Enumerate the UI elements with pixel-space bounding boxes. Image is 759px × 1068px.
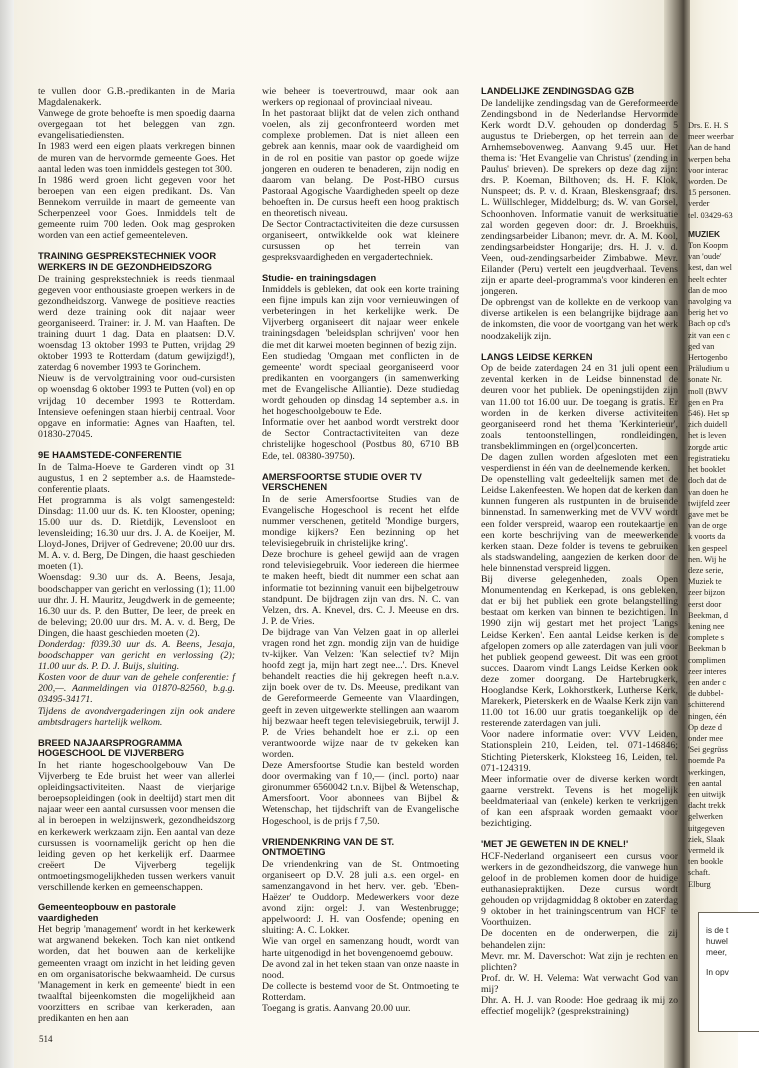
facing-page-line: 'Sei gegrüss	[688, 745, 728, 755]
facing-page-line: meer weerbar	[688, 132, 734, 142]
facing-page-line: van doen he	[688, 487, 729, 497]
facing-page-line: werpen beha	[688, 154, 731, 164]
paragraph: De bijdrage van Van Velzen gaat in op allerlei vragen rond het zgn. mondig zijn van de huidige tv-kijker. Van Velzen: 'Kan selectief tv? Mijn hoofd zegt ja, mijn hart zegt nee...'. Drs. Knevel behandelt reacties die hij gekregen heeft n.a.v. zijn boek over de tv. Ds. Meeuse, predikant van de Gereformeerde Gemeente van Vlaardingen, geeft in zeven uitgewerkte stellingen aan waarom hij bezwaar heeft tegen televisiegebruik, terwijl J. P. de Vries behandelt hoe er z.i. op een verantwoorde wijze naar de tv gekeken kan worden.	[262, 626, 459, 760]
facing-page-line: sonate Nr.	[688, 375, 722, 385]
facing-page-line: werkingen,	[688, 767, 726, 777]
facing-page-line: complimen	[688, 655, 726, 665]
heading-haamstede: 9E HAAMSTEDE-CONFERENTIE	[38, 448, 182, 460]
paragraph: Op de beide zaterdagen 24 en 31 juli opent een zevental kerken in de Leidse binnenstad de deuren voor het publiek. De openingstijden zijn van 11.00 tot 16.00 uur. De toegang is gratis. Er worden in de kerken diverse activiteiten georganiseerd rond het thema 'Kerkinterieur', zoals tentoonstellingen, rondleidingen, transbeklimmingen en (orgel)concerten.	[481, 363, 678, 452]
facing-page-line: schaft.	[688, 868, 711, 878]
facing-page-line: ziek, Slaak	[688, 834, 725, 844]
facing-page-line: zich duidell	[688, 420, 728, 430]
paragraph: Het begrip 'management' wordt in het kerkewerk wat argwanend bekeken. Toch kan niet ontkend worden, dat het bouwen aan de kerkelijke gemeenten vraagt om inzicht in het leiding geven en om organisatorische bekwaamheid. De cursus 'Management in kerk en gemeente' biedt in een twaalftal bijeenkomsten die mogelijkheid aan voorzitters en scribae van kerkeraden, aan predikanten en hen aan	[38, 924, 235, 1024]
paragraph: Prof. dr. W. H. Velema: Wat verwacht God van mij?	[481, 972, 678, 995]
paragraph: Een studiedag 'Omgaan met conflicten in de gemeente' wordt speciaal georganiseerd voor predikanten en voorgangers (in samenwerking met de Evangelische Alliantie). Deze studiedag wordt gehouden op dinsdag 14 september a.s. in het hogeschoolgebouw te Ede.	[262, 350, 459, 418]
paragraph: De opbrengst van de kollekte en de verkoop van diverse artikelen is een belangrijke bijdrage aan de inkomsten, die voor de voortgang van het werk noodzakelijk zijn.	[481, 297, 678, 342]
facing-page-line: Hertogenbo	[688, 353, 728, 363]
column-1	[38, 86, 235, 1026]
facing-page-line: vermeld ik	[688, 846, 725, 855]
facing-page-lines-a	[688, 120, 740, 221]
facing-page-line: uitgegeven	[688, 823, 725, 833]
facing-page-line: een ander c	[688, 677, 727, 687]
facing-page-line: dacht trekk	[688, 801, 726, 811]
paragraph: Vanwege de grote behoefte is men spoedig daarna overgegaan tot het beleggen van zgn. evangelisatiediensten.	[38, 108, 235, 142]
facing-page-line: ningen, één	[688, 711, 727, 721]
facing-page-line: van de orge	[688, 521, 727, 531]
facing-page-line: het booklet	[688, 465, 726, 475]
paragraph: De Sector Contractactiviteiten die deze cursussen organiseert, ontwikkelde ook wat kleinere cursussen op het terrein van gespreksvaardigheden en vergadertechniek.	[262, 219, 459, 264]
facing-page-line: heelt echter	[688, 274, 727, 284]
paragraph: De openstelling valt gedeeltelijk samen met de Leidse Lakenfeesten. We hopen dat de kerken dan kunnen fungeren als rustpunten in de bruisende binnenstad. In samenwerking met de VVV wordt een folder verspreid, waarop een routekaartje en een korte beschrijving van de meewerkende kerken staan. Deze folder is tevens te gebruiken als stadswandeling, aangezien de kerken door de hele binnenstad verspreid liggen.	[481, 474, 678, 574]
facing-page-line: kening nee	[688, 621, 725, 631]
facing-page-line: verder	[688, 199, 710, 209]
facing-page-line: dan de moo	[688, 285, 728, 295]
paragraph: Toegang is gratis. Aanvang 20.00 uur.	[262, 1003, 411, 1014]
facing-page-line: voor interac	[688, 165, 729, 175]
heading-vriendenkring: VRIENDENKRING VAN DE ST. ONTMOETING	[262, 835, 395, 858]
column-3	[481, 86, 678, 1026]
facing-page-line: nen. Wij he	[688, 554, 727, 564]
facing-page-line: doch dat de	[688, 476, 727, 486]
heading-geweten-knel: 'MET JE GEWETEN IN DE KNEL!'	[481, 838, 629, 850]
facing-page-line: Präludium u	[688, 364, 730, 374]
facing-page-line: deze serie,	[688, 565, 724, 575]
facing-page-line: Muziek te	[688, 577, 722, 587]
paragraph: In de serie Amersfoortse Studies van de Evangelische Hogeschool is recent het elfde nummer verschenen, getiteld 'Mondige burgers, mondige kijkers? Een bezinning op het televisiegebruik in christelijke kring'.	[262, 493, 459, 550]
facing-page-line: twijfeld zeer	[688, 498, 731, 508]
paragraph: Meer informatie over de diverse kerken wordt gaarne verstrekt. Tevens is het mogelijk beeldmateriaal van (enkele) kerken te verkrijgen of kan een afspraak worden gemaakt voor bezichtiging.	[481, 773, 678, 830]
heading-leidse-kerken: LANGS LEIDSE KERKEN	[481, 350, 593, 362]
facing-page-heading: MUZIEK	[688, 228, 721, 239]
facing-page-line: onder mee	[688, 733, 724, 743]
paragraph: Donderdag: f039.30 uur ds. A. Beens, Jesaja, boodschapper van gericht en verlossing (2); 11.00 uur ds. P. D. J. Buijs, sluiting.	[38, 639, 235, 673]
paragraph: In het pastoraat blijkt dat de velen zich onthand voelen, als zij geconfronteerd worden met complexe problemen. Dat is niet alleen een gebrek aan kennis, maar ook de vaardigheid om in de rol en positie van pastor op goede wijze jongeren en ouderen te benaderen, zijn nodig en daarom van belang. De Post-HBO cursus Pastoraal Agogische Vaardigheden speelt op deze behoeften in. De cursus heeft een hoog praktisch en theoretisch niveau.	[262, 108, 459, 220]
paragraph: De training gesprekstechniek is reeds tienmaal gegeven voor enthousiaste groepen werkers in de gezondheidszorg. Vanwege de positieve reacties werd deze training ook dit najaar weer georganiseerd. Trainer: ir. J. M. van Haaften. De training duurt 1 dag. Data en plaatsen: D.V. woensdag 13 oktober 1993 te Putten, vrijdag 29 oktober 1993 te Rotterdam (datum gewijzigd!), zaterdag 6 november 1993 te Gorinchem.	[38, 273, 235, 374]
paragraph: wie beheer is toevertrouwd, maar ook aan werkers op regionaal of provinciaal niveau.	[262, 86, 459, 109]
facing-page-line: het is leven	[688, 431, 727, 441]
column-2	[262, 86, 459, 1026]
paragraph: HCF-Nederland organiseert een cursus voor werkers in de gezondheidszorg, die vanwege hun geloof in de problemen komen door de huidige euthanasiepraktijken. Deze cursus wordt gehouden op vrijdagmiddag 8 oktober en zaterdag 9 oktober in het trainingscentrum van HCF te Voorthuizen.	[481, 850, 678, 929]
facing-page-line: een uitwijk	[688, 789, 726, 799]
heading-zendingsdag: LANDELIJKE ZENDINGSDAG GZB	[481, 85, 635, 96]
facing-page-line: schitterend	[688, 700, 725, 710]
facing-page-line: gen en Pra	[688, 397, 724, 407]
paragraph: Bij diverse gelegenheden, zoals Open Monumentendag en Kerkepad, is ons gebleken, dat er bij het publiek een grote belangstelling bestaat om kerken van binnen te bezichtigen. In 1990 zijn wij gestart met het project 'Langs Leidse Kerken'. Een aantal Leidse kerken is de afgelopen zomers op alle zaterdagen van juli voor het publiek geopend geweest. Dit was een groot succes. Daarom vindt Langs Leidse Kerken ook deze zomer doorgang. De Hartebrugkerk, Hooglandse Kerk, Lokhorstkerk, Lutherse Kerk, Marekerk, Pieterskerk en de Waalse Kerk zijn van 11.00 tot 16.00 uur gratis toegankelijk op de resterende zaterdagen van juli.	[481, 574, 678, 730]
facing-page-line: complete s	[688, 633, 725, 643]
paragraph: In de Talma-Hoeve te Garderen vindt op 31 augustus, 1 en 2 september a.s. de Haamstede-conferentie plaats.	[38, 461, 235, 495]
facing-page-line: eerst door	[688, 599, 722, 609]
paragraph: Inmiddels is gebleken, dat ook een korte training een fijne impuls kan zijn voor vernieuwingen of verbeteringen in het kerkelijke werk. De Vijverberg organiseert dit najaar weer enkele trainingsdagen 'beleidsplan schrijven' voor hen die met dit karwei moeten beginnen of bezig zijn.	[262, 284, 459, 351]
paragraph: In 1986 werd groen licht gegeven voor het beroepen van een eigen predikant. Ds. Van Bennekom verruilde in maart de gemeente van Scherpenzeel voor Goes. Inmiddels telt de gemeente ruim 700 leden. Ook mag gesproken worden van een actief gemeenteleven.	[38, 174, 235, 242]
facing-page-line: ged van	[688, 341, 715, 351]
facing-page-line: zit van een c	[688, 330, 731, 340]
facing-page-line: van 'oude'	[688, 252, 722, 262]
facing-page-line: Beekman b	[688, 644, 726, 654]
heading-studiedagen: Studie- en trainingsdagen	[262, 272, 377, 283]
facing-page-line: noemde Pa	[688, 756, 725, 766]
paragraph: te vullen door G.B.-predikanten in de Maria Magdalenakerk.	[38, 86, 235, 109]
paragraph: De dagen zullen worden afgesloten met een vesperdienst in één van de deelnemende kerken.	[481, 452, 678, 475]
facing-page-line: k voorts da	[688, 532, 726, 542]
facing-page-line: tel. 03429-63	[688, 210, 733, 220]
facing-page-line: ken gespeel	[688, 543, 728, 553]
paragraph: In 1983 werd een eigen plaats verkregen binnen de muren van de hervormde gemeente Goes. Het aantal leden was toen inmiddels gestegen tot 300.	[38, 141, 235, 175]
facing-page-text	[688, 120, 740, 889]
heading-gemeenteopbouw: Gemeenteopbouw en pastorale vaardigheden	[38, 902, 176, 923]
paragraph: Voor nadere informatie over: VVV Leiden, Stationsplein 210, Leiden, tel. 071-146846; Stichting Pieterskerk, Kloksteeg 16, Leiden, tel. 071-124319.	[481, 729, 678, 774]
page-number: 514	[39, 1034, 53, 1044]
facing-page-line: registratieku	[688, 453, 730, 463]
facing-page-line: gelwerken	[688, 812, 723, 822]
facing-page-box	[698, 912, 759, 1032]
facing-page-line: een aantal	[688, 778, 722, 788]
facing-page-line: ten bookle	[688, 857, 724, 867]
paragraph: De landelijke zendingsdag van de Gereformeerde Zendingsbond in de Nederlandse Hervormde Kerk wordt D.V. gehouden op donderdag 5 augustus te Driebergen, op het terrein aan de Arnhemsebovenweg. Aanvang 9.45 uur. Het thema is: 'Het Evangelie van Christus' (zending in Paulus' brieven). De sprekers op deze dag zijn: drs. P. Koeman, Bilthoven; ds. H. F. Klok, Nunspeet; ds. P. v. d. Kraan, Bleskensgraaf; drs. L. Wüllschleger, Middelburg; ds. W. van Gorsel, Schoonhoven. Informatie vanuit de werksituatie zal worden gegeven door: dr. J. Broekhuis, zendingsarbeider Libanon; mevr. dr. A. M. Kool, zendingsarbeidster Hongarije; drs. H. J. v. d. Veen, oud-zendingsarbeider Zimbabwe. Mevr. Eilander (Peru) vertelt een jeugdverhaal. Tevens zijn er aparte deel-programma's voor kinderen en jongeren.	[481, 97, 678, 298]
facing-page-line: Bach op cd's	[688, 319, 731, 329]
paragraph: Nieuw is de vervolgtraining voor oud-cursisten op woensdag 6 oktober 1993 te Putten (vol) en op vrijdag 10 december 1993 te Rotterdam. Intensieve oefeningen staan hierbij centraal. Voor opgave en informatie: Agnes van Haaften, tel. 01830-27045.	[38, 373, 235, 440]
paragraph: Dhr. A. H. J. van Roode: Hoe gedraag ik mij zo effectief mogelijk? (gesprekstraining)	[481, 995, 678, 1018]
facing-page-lines-b	[688, 240, 740, 890]
facing-page-line: navolging va	[688, 297, 732, 307]
facing-page-line: gave met be	[688, 509, 729, 519]
paragraph: Kosten voor de duur van de gehele conferentie: f 200,—. Aanmeldingen via 01870-82560, b.g.g. 03495-34171.	[38, 672, 235, 706]
facing-page-line: 546). Het sp	[688, 409, 730, 419]
paragraph: De docenten en de onderwerpen, die zij behandelen zijn:	[481, 928, 678, 951]
facing-page-line: kest, dan wel	[688, 263, 732, 273]
heading-amersfoortse-studie: AMERSFOORTSE STUDIE OVER TV VERSCHENEN	[262, 470, 422, 493]
paragraph: De vriendenkring van de St. Ontmoeting organiseert op D.V. 28 juli a.s. een orgel- en samenzangavond in het herv. ver. geb. 'Eben-Haëzer' te Ouddorp. Medewerkers voor deze avond zijn: orgel: J. van Westenbrugge; appelwoord: J. H. van Oosfende; opening en sluiting: A. C. Lokker.	[262, 858, 459, 937]
paragraph: Deze brochure is geheel gewijd aan de vragen rond televisiegebruik. Voor iedereen die hiermee te maken heeft, biedt dit nummer een schat aan informatie tot bezinning vanuit een bijbelgetrouw standpunt. De bijdragen zijn van drs. N. C. van Velzen, drs. A. Knevel, drs. C. J. Meeuse en drs. J. P. de Vries.	[262, 549, 459, 627]
paragraph: Informatie over het aanbod wordt verstrekt door de Sector Contractactiviteiten van deze christelijke hogeschool (Postbus 80, 6710 BB Ede, tel. 08380-39750).	[262, 417, 459, 462]
paragraph: Deze Amersfoortse Studie kan besteld worden door overmaking van f 10,— (incl. porto) naar gironummer 6560042 t.n.v. Bijbel & Wetenschap, Amersfoort. Voor abonnees van Bijbel & Wetenschap, het tijdschrift van de Evangelische Hogeschool, is de prijs f 7,50.	[262, 760, 459, 827]
heading-najaarsprogramma: BREED NAJAARSPROGRAMMA HOGESCHOOL DE VIJVERBERG	[38, 736, 185, 759]
box-line: is de t	[706, 925, 729, 935]
paragraph: Het programma is als volgt samengesteld: Dinsdag: 11.00 uur ds. K. ten Klooster, opening; 15.00 uur ds. D. Rietdijk, Levensloot en levensleiding; 16.30 uur drs. J. A. de Koeijer, M. Lloyd-Jones, Drijver of Gedrevene; 20.00 uur drs. M. A. v. d. Berg, De Dingen, die haast geschieden moeten (1).	[38, 494, 235, 573]
facing-page-line: zorgde artic	[688, 442, 728, 452]
facing-page-line: Drs. E. H. S	[688, 121, 729, 130]
facing-page-line: worden. De	[688, 177, 728, 187]
facing-page-line: Elburg	[688, 879, 711, 889]
paragraph: Mevr. mr. M. Daverschot: Wat zijn je rechten en plichten?	[481, 950, 678, 973]
paragraph: Woensdag: 9.30 uur ds. A. Beens, Jesaja, boodschapper van gericht en verlossing (1); 11.00 uur dhr. J. H. Mauritz, Jeugdwerk in de gemeente; 16.30 uur ds. P. den Butter, De leer, de preek en de beleving; 20.00 uur drs. M. A. v. d. Berg, De Dingen, die haast geschieden moeten (2).	[38, 572, 235, 639]
facing-page-line: zeer bijzon	[688, 588, 725, 598]
facing-page-line: Ton Koopm	[688, 241, 729, 251]
facing-page-line: Op deze d	[688, 722, 722, 732]
paragraph: De collecte is bestemd voor de St. Ontmoeting te Rotterdam.	[262, 980, 459, 1003]
box-line: huwel	[706, 936, 728, 946]
paragraph: In het riante hogeschoolgebouw Van De Vijverberg te Ede bruist het weer van allerlei opleidingsactiviteiten. Naast de vierjarige beroepsopleidingen (ook in deeltijd) start men dit najaar weer een aantal cursussen voor mensen die al in beroepen in welzijnswerk, gezondheidszorg en kerkewerk werkzaam zijn. Een aantal van deze cursussen is voornamelijk gericht op hen die leiding geven op het kerkelijk erf. Daarmee creëert De Vijverberg tegelijk ontmoetingsmogelijkheden tussen werkers vanuit verschillende kerken en gemeenschappen.	[38, 759, 235, 893]
facing-page-line: Aan de hand	[688, 143, 731, 153]
facing-page-line: zeer interes	[688, 666, 727, 676]
facing-page-line: de dubbel-	[688, 689, 724, 699]
facing-page-line: moll (BWV	[688, 386, 728, 396]
box-line: meer,	[706, 947, 727, 957]
paragraph: De avond zal in het teken staan van onze naaste in nood.	[262, 958, 459, 981]
paragraph: Wie van orgel en samenzang houdt, wordt van harte uitgenodigd in het bovengenoemd gebouw.	[262, 936, 459, 959]
facing-page-line: Beekman, d	[688, 610, 729, 620]
paragraph: Tijdens de avondvergaderingen zijn ook andere ambtsdragers hartelijk welkom.	[38, 705, 235, 728]
box-line: In opv	[706, 967, 729, 977]
facing-page-line: berig het vo	[688, 308, 729, 318]
heading-training: TRAINING GESPREKSTECHNIEK VOOR WERKERS IN DE GEZONDHEIDSZORG	[38, 250, 217, 272]
facing-page-line: 15 personen.	[688, 188, 731, 198]
